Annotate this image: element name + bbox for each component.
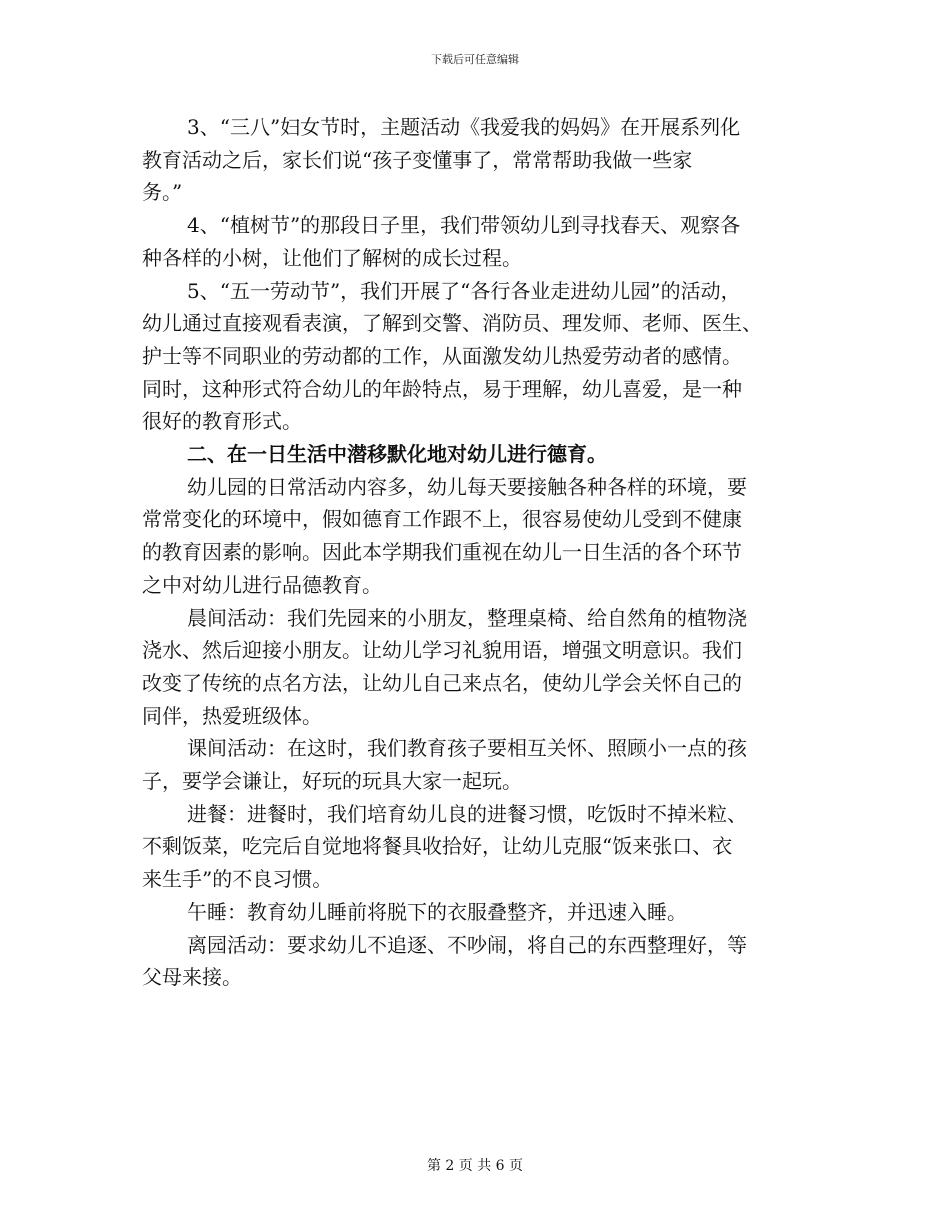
paragraph-line: 浇水、然后迎接小朋友。让幼儿学习礼貌用语，增强文明意识。我们 — [142, 638, 742, 663]
paragraph-line: 护士等不同职业的劳动都的工作，从面激发幼儿热爱劳动者的感情。 — [142, 343, 742, 368]
paragraph-line: 的教育因素的影响。因此本学期我们重视在幼儿一日生活的各个环节 — [142, 540, 742, 565]
paragraph-line: 子，要学会谦让，好玩的玩具大家一起玩。 — [142, 769, 522, 794]
section-heading: 二、在一日生活中潜移默化地对幼儿进行德育。 — [187, 442, 607, 467]
paragraph-line: 务。” — [142, 180, 183, 205]
paragraph-line: 晨间活动：我们先园来的小朋友，整理桌椅、给自然角的植物浇 — [187, 605, 747, 630]
document-body — [142, 111, 822, 994]
paragraph-line: 来生手”的不良习惯。 — [142, 867, 333, 892]
paragraph-line: 教育活动之后，家长们说“孩子变懂事了，常常帮助我做一些家 — [142, 147, 693, 172]
header-note: 下载后可任意编辑 — [431, 53, 519, 66]
paragraph-line: 同伴，热爱班级体。 — [142, 703, 322, 728]
paragraph-line: 离园活动：要求幼儿不追逐、不吵闹，将自己的东西整理好，等 — [187, 932, 747, 957]
paragraph-line: 之中对幼儿进行品德教育。 — [142, 572, 382, 597]
paragraph-line: 很好的教育形式。 — [142, 409, 302, 434]
paragraph-line: 4、“植树节”的那段日子里，我们带领幼儿到寻找春天、观察各 — [187, 213, 741, 238]
paragraph-line: 课间活动：在这时，我们教育孩子要相互关怀、照顾小一点的孩 — [187, 736, 747, 761]
paragraph-line: 父母来接。 — [142, 965, 242, 990]
paragraph-line: 常常变化的环境中，假如德育工作跟不上，很容易使幼儿受到不健康 — [142, 507, 742, 532]
paragraph-line: 进餐：进餐时，我们培育幼儿良的进餐习惯，吃饭时不掉米粒、 — [187, 801, 747, 826]
paragraph-line: 3、“三八”妇女节时，主题活动《我爱我的妈妈》在开展系列化 — [187, 115, 741, 139]
paragraph-line: 幼儿通过直接观看表演，了解到交警、消防员、理发师、老师、医生、 — [142, 311, 762, 336]
paragraph-line: 幼儿园的日常活动内容多，幼儿每天要接触各种各样的环境，要 — [187, 474, 747, 499]
paragraph-line: 午睡：教育幼儿睡前将脱下的衣服叠整齐，并迅速入睡。 — [187, 899, 687, 924]
paragraph-line: 改变了传统的点名方法，让幼儿自己来点名，使幼儿学会关怀自己的 — [142, 670, 742, 695]
paragraph-line: 5、“五一劳动节”，我们开展了“各行各业走进幼儿园”的活动， — [187, 278, 741, 303]
paragraph-line: 种各样的小树，让他们了解树的成长过程。 — [142, 245, 522, 270]
page-number: 第 2 页 共 6 页 — [426, 1158, 524, 1174]
paragraph-line: 同时，这种形式符合幼儿的年龄特点，易于理解，幼儿喜爱，是一种 — [142, 376, 742, 401]
paragraph-line: 不剩饭菜，吃完后自觉地将餐具收拾好，让幼儿克服“饭来张口、衣 — [142, 834, 733, 859]
